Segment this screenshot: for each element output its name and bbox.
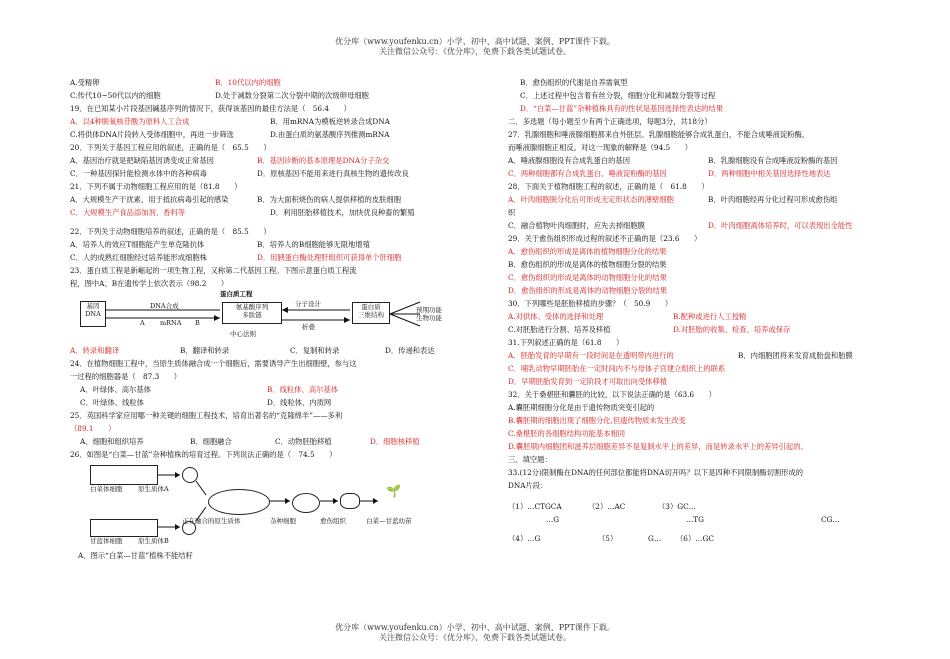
hybrid-cell-shape (292, 493, 320, 513)
q24-option-d: D．线粒体、内质网 (267, 398, 332, 407)
q23-option-c: C．复制和转录 (290, 346, 340, 355)
q18-option-b: B．10代以内的细胞 (215, 78, 281, 87)
label-fusing: 正在融合的原生质体 (182, 517, 241, 525)
q20-option-d: D．原核基因不能用来进行真核生物的遗传改良 (257, 169, 409, 178)
q31-options-ab (508, 349, 908, 362)
dna-fragments-row-3 (508, 532, 908, 545)
diagram-dna-synthesis: DNA合成 (150, 302, 179, 310)
question-26: 26．如图是“白菜—甘蓝”杂种植株的培育过程。下列说法正确的是（ 74.5 ） (70, 450, 337, 459)
question-32: 32．关于桑椹胚和囊胚的比较，以下说法正确的是（63.6 ） (508, 390, 716, 399)
q21-options-ab (70, 193, 470, 206)
question-33-line-2: DNA片段： (508, 481, 548, 490)
seedling-icon: 🌱 (386, 484, 401, 498)
q29-option-b: B．愈伤组织的形成是离体的植物细胞分裂的结果 (508, 260, 667, 269)
q31-option-d: D．早期胚胎发育到一定阶段才可取出向受体移植 (508, 377, 668, 386)
q24-option-b: B．线粒体、高尔基体 (267, 385, 339, 394)
q24-options-ab (70, 383, 470, 396)
q19-options-cd (70, 128, 470, 141)
q24-option-a: A．叶绿体、高尔基体 (80, 385, 151, 394)
q28-options-cd (508, 219, 908, 232)
page-header (0, 37, 950, 57)
diagram-protein-box: 蛋白质 三维结构 (352, 302, 390, 324)
q18-options-cd (70, 89, 470, 102)
q22-options-ab (70, 238, 470, 251)
q26-option-d: D．“白菜—甘蓝”杂种植株具有的性状是基因选择性表达的结果 (520, 104, 724, 113)
q30-option-b: B.配种或进行人工授精 (673, 312, 747, 321)
q32-option-d: D.囊胚期内细胞团和滋养层细胞差异不是复制水平上的差异，而是转录水平上的差异引起的。 (508, 442, 808, 451)
q28-options-ab (508, 193, 908, 206)
question-23-line-1: 23．蛋白质工程是新崛起的一项生物工程，又称第二代基因工程。下图示意蛋白质工程流 (70, 266, 357, 275)
q26-option-c: C．上述过程中包含着有丝分裂，细胞分化和减数分裂等过程 (520, 91, 716, 100)
label-seedling: 白菜—甘蓝幼苗 (366, 517, 412, 525)
diagram-molecular-design: 分子设计 (295, 300, 321, 308)
right-column (508, 76, 908, 545)
q25-option-a: A．细胞和组织培养 (80, 437, 144, 446)
q25-option-b: B．细胞融合 (190, 437, 232, 446)
left-column (70, 76, 470, 562)
q30-option-d: D.对胚胎的收集、检查、培养或保存 (673, 325, 791, 334)
q20-options-cd (70, 167, 470, 180)
q28-option-d: D．叶肉细胞离体培养时，可以表现出全能性 (708, 221, 853, 230)
q21-option-c: C．大规模生产食品添加剂、香料等 (70, 208, 186, 217)
q23-option-a: A．转录和翻译 (70, 346, 120, 355)
q21-options-cd (70, 206, 470, 219)
header-line-2: 关注微信公众号：《优分库》，免费下载各类试题试卷。 (379, 47, 571, 56)
q27-options-ab (508, 154, 908, 167)
q20-option-a: A．基因治疗就是把缺陷基因诱变成正常基因 (70, 156, 214, 165)
fragment-1-top: （1）…CTGCA (508, 502, 562, 511)
protoplast-b-cell (182, 521, 196, 535)
fragment-3-top: （3）GC… (658, 502, 696, 511)
q22-option-a: A．培养人的效应T细胞能产生单克隆抗体 (70, 240, 205, 249)
question-27-line-1: 27．乳腺细胞和唾液腺细胞都来自外胚层。乳腺细胞能够合成乳蛋白，不能合成唾液淀粉酶， (508, 130, 810, 139)
question-33-line-1: 33.(12分)限制酶在DNA的任何部位都能将DNA切开吗？以下是四种不同限制酶切割形成的 (508, 468, 804, 477)
q27-option-a: A．唾液腺细胞没有合成乳蛋白的基因 (508, 156, 631, 165)
q31-option-a: A．胚胎发育的早期有一段时间是在透明带内进行的 (508, 351, 674, 360)
q27-option-d: D．两种细胞中相关基因选择性地表达 (708, 169, 831, 178)
q18-option-a: A.受精卵 (70, 78, 100, 87)
fragment-6: （6）…GC (676, 534, 714, 543)
diagram-title: 蛋白质工程 (220, 290, 253, 298)
question-25-line-1: 25．英国科学家应用哪一种关键的细胞工程技术，培育出著名的“克隆绵羊”——多利 (70, 411, 343, 420)
q25-option-c: C．动物胚胎移植 (275, 437, 332, 446)
q30-option-a: A.对供体、受体的选择和处理 (508, 312, 604, 321)
q30-option-c: C.对胚胎进行分割、培养及移植 (508, 325, 611, 334)
q20-option-c: C．一种基因探针能检测水体中的各种病毒 (70, 169, 207, 178)
q28-option-c: C．融合植物叶肉细胞时，应先去掉细胞膜 (508, 221, 645, 230)
q27-option-c: C．两种细胞都有合成乳蛋白、唾液淀粉酶的基因 (508, 169, 667, 178)
fusing-protoplast-shape (208, 489, 270, 515)
page-footer (0, 623, 950, 643)
kale-cells-box (90, 519, 158, 537)
question-25-line-2: （89.1 ） (70, 424, 116, 433)
diagram-function: 预期功能 生物功能 (416, 306, 442, 322)
q29-option-d: D．愈伤组织的形成是离体的动物细胞分裂的结果 (508, 286, 668, 295)
diagram-amino-acid-box: 氨基酸序列 多肽链 (222, 302, 282, 324)
q23-options (70, 344, 470, 357)
q21-option-b: B．为大面积烧伤的病人提供移植的皮肤细胞 (257, 195, 402, 204)
fragment-1-bottom: …G (546, 515, 560, 524)
diagram-mrna: mRNA (160, 319, 182, 327)
cabbage-kale-diagram (70, 461, 470, 545)
q22-option-b: B．培养人的B细胞能够无限地增殖 (257, 240, 370, 249)
diagram-folding: 折叠 (302, 323, 315, 331)
q26-option-a: A．图示“白菜—甘蓝”植株不能结籽 (78, 551, 193, 560)
q19-options-ab (70, 115, 470, 128)
question-24-line-2: 一过程的细胞器是（ 87.3 ） (70, 372, 182, 381)
question-30: 30．下列哪些是胚胎移植的步骤？（ 50.9 ） (508, 299, 673, 308)
q28-option-b: B．叶肉细胞经再分化过程可形成愈伤组 (708, 195, 838, 204)
q29-option-a: A．愈伤组织的形成是离体的植物细胞分化的结果 (508, 247, 667, 256)
section-3-heading: 三、填空题： (508, 455, 552, 464)
q22-option-d: D．用胰蛋白酶处理肝组织可获得单个肝细胞 (257, 253, 402, 262)
label-hybrid: 杂种细胞 (270, 517, 296, 525)
callus-shape (340, 493, 360, 509)
question-21: 21．下列不属于动物细胞工程应用的是（81.8 ） (70, 182, 242, 191)
q31-option-b: B．内细胞团将来发育成胎盘和胎膜 (738, 351, 853, 360)
question-23-line-2: 程，图中A、B在遗传学上依次表示（98.2 ） (70, 279, 229, 288)
header-line-1: 优分库（www.youfenku.cn）小学、初中、高中试题、案例、PPT课件下载。 (335, 37, 615, 46)
dna-fragments-row-1 (508, 500, 908, 513)
label-kale-cells: 甘蓝体细胞 (90, 537, 123, 545)
q23-option-d: D．传递和表达 (385, 346, 435, 355)
question-24-line-1: 24．在植物细胞工程中，当原生质体融合成一个细胞后，需要诱导产生出细胞壁，参与这 (70, 359, 357, 368)
cabbage-cells-box (90, 465, 158, 485)
fragment-2-bottom: …TG (686, 515, 704, 524)
q18-option-c: C.传代10~50代以内的细胞 (70, 91, 161, 100)
label-protoplast-a: 原生质体A (138, 485, 169, 493)
question-20: 20．下列关于基因工程应用的叙述，正确的是（ 65.5 ） (70, 143, 271, 152)
fragment-2-top: （2）…AC (588, 502, 626, 511)
diagram-gene-box: 基因 DNA (80, 301, 106, 327)
q19-option-d: D.由蛋白质的氨基酸序列推测mRNA (270, 130, 390, 139)
q32-option-a: A.囊胚期细胞分化是由于遗传物质突变引起的 (508, 403, 655, 412)
footer-line-2: 关注微信公众号：《优分库》，免费下载各类试题试卷。 (379, 633, 571, 642)
q21-option-d: D．利用胚胎移植技术，加快优良种畜的繁殖 (270, 208, 415, 217)
q27-options-cd (508, 167, 908, 180)
question-28: 28．下面关于植物细胞工程的叙述，正确的是（ 61.8 ） (508, 182, 709, 191)
q21-option-a: A．大规模生产干扰素，用于抵抗病毒引起的感染 (70, 195, 229, 204)
dna-fragments-row-2 (508, 513, 908, 526)
q19-option-a: A．以4种脱氧核苷酸为原料人工合成 (70, 117, 190, 126)
q30-options-ab (508, 310, 908, 323)
q20-option-b: B．基因诊断的基本原理是DNA分子杂交 (257, 156, 390, 165)
label-callus: 愈伤组织 (320, 517, 346, 525)
q27-option-b: B．乳腺细胞没有合成唾液淀粉酶的基因 (708, 156, 838, 165)
q25-option-d: D．细胞核移植 (370, 437, 420, 446)
q24-option-c: C．叶绿体、线粒体 (80, 398, 144, 407)
q32-option-b: B.囊胚期的细胞出现了细胞分化,但遗传物质未发生改变 (508, 416, 686, 425)
q22-options-cd (70, 251, 470, 264)
fragment-3-bottom: CG… (821, 515, 840, 524)
q31-option-c: C．哺乳动物早期胚胎在一定时间内不与母体子宫建立组织上的联系 (508, 364, 726, 373)
section-2-heading: 二．多选题（每小题至少有两个正确选项，每题3分，共18分） (508, 117, 712, 126)
fragment-5-label: （5） (598, 534, 618, 543)
q20-options-ab (70, 154, 470, 167)
label-cabbage-cells: 白菜体细胞 (90, 485, 123, 493)
q25-options (70, 435, 470, 448)
q30-options-cd (508, 323, 908, 336)
question-29: 29．关于愈伤组织形成过程的叙述不正确的是（23.6 ） (508, 234, 702, 243)
diagram-central-dogma: 中心法则 (230, 330, 256, 338)
question-19: 19．在已知某小片段基因碱基序列的情况下，获得该基因的最佳方法是（ 56.4 ） (70, 104, 351, 113)
q19-option-c: C.将供体DNA片段转入受体细胞中，再进一步筛选 (70, 130, 234, 139)
q24-options-cd (70, 396, 470, 409)
fragment-5: G… (648, 534, 662, 543)
label-protoplast-b: 原生质体B (138, 537, 169, 545)
question-31: 31.下列叙述正确的是（61.8 ） (508, 338, 624, 347)
q29-option-c: C．愈伤组织的形成是离体的动物细胞分化的结果 (508, 273, 667, 282)
footer-line-1: 优分库（www.youfenku.cn）小学、初中、高中试题、案例、PPT课件下载。 (335, 623, 615, 632)
protein-engineering-diagram (70, 290, 450, 344)
q22-option-c: C．人的成熟红细胞经过培养能形成细胞株 (70, 253, 207, 262)
diagram-label-a: A (140, 319, 145, 327)
question-27-line-2: 而唾液腺细胞正相反。对这一现象的解释是（94.5 ） (508, 143, 693, 152)
fragment-4: （4）…G (508, 534, 541, 543)
q18-option-d: D.处于减数分裂第二次分裂中期的次级卵母细胞 (215, 91, 369, 100)
q28-option-b-continued: 织 (508, 208, 516, 217)
question-22: 22．下列关于动物细胞培养的叙述，正确的是（ 85.5 ） (70, 227, 271, 236)
q26-option-b: B．愈伤组织的代谢是自养需氧型 (520, 78, 628, 87)
q23-option-b: B．翻译和转录 (180, 346, 230, 355)
q28-option-a: A．叶肉细胞脱分化后可形成无定形状态的薄壁细胞 (508, 195, 674, 204)
q32-option-c: C.桑椹胚的各细胞结构功能基本相同 (508, 429, 626, 438)
q18-options-ab (70, 76, 470, 89)
diagram-label-b: B (195, 319, 200, 327)
q19-option-b: B．用mRNA为模板逆转录合成DNA (270, 117, 390, 126)
protoplast-a-cell (182, 467, 198, 483)
